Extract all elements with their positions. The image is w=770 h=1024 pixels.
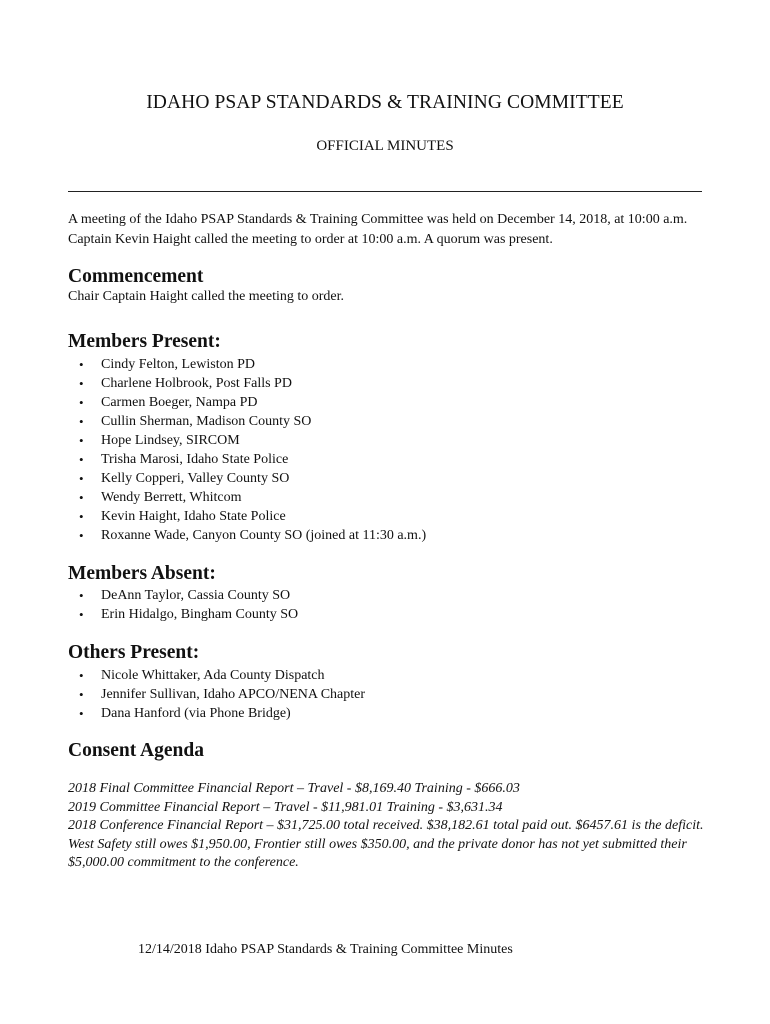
members-absent-list [68, 586, 298, 624]
list-item: • Wendy Berrett, Whitcom [68, 488, 426, 507]
commencement-text: Chair Captain Haight called the meeting to order. [68, 289, 345, 304]
list-item: • Charlene Holbrook, Post Falls PD [68, 374, 426, 393]
list-item: • Jennifer Sullivan, Idaho APCO/NENA Chapter [68, 685, 365, 704]
list-item: • DeAnn Taylor, Cassia County SO [68, 586, 298, 605]
divider-rule [68, 191, 702, 192]
list-item: • Nicole Whittaker, Ada County Dispatch [68, 666, 365, 685]
document-subtitle: OFFICIAL MINUTES [316, 138, 454, 154]
document-title: IDAHO PSAP STANDARDS & TRAINING COMMITTEE [146, 92, 624, 113]
page-footer: 12/14/2018 Idaho PSAP Standards & Training Committee Minutes [138, 942, 513, 957]
list-item: • Trisha Marosi, Idaho State Police [68, 450, 426, 469]
list-item: • Hope Lindsey, SIRCOM [68, 431, 426, 450]
others-present-list [68, 666, 365, 723]
list-item: • Cullin Sherman, Madison County SO [68, 412, 426, 431]
list-item: • Carmen Boeger, Nampa PD [68, 393, 426, 412]
list-item: • Erin Hidalgo, Bingham County SO [68, 605, 298, 624]
list-item: • Kelly Copperi, Valley County SO [68, 469, 426, 488]
members-present-list [68, 355, 426, 545]
consent-line: 2019 Committee Financial Report – Travel - $11,981.01 Training - $3,631.34 [68, 799, 503, 815]
others-present-heading: Others Present: [68, 642, 200, 663]
list-item: • Roxanne Wade, Canyon County SO (joined at 11:30 a.m.) [68, 526, 426, 545]
members-absent-heading: Members Absent: [68, 563, 216, 584]
commencement-heading: Commencement [68, 266, 204, 287]
consent-line: 2018 Conference Financial Report – $31,725.00 total received. $38,182.61 total paid out. $6457.61 is the deficit. West Safety still owes $1,950.00, Frontier still owes $350.00, and the private donor has not yet submitted their $5,000.00 commitment to the conference. [68, 818, 704, 870]
consent-agenda-body [68, 780, 708, 873]
members-present-heading: Members Present: [68, 331, 221, 352]
list-item: • Dana Hanford (via Phone Bridge) [68, 704, 365, 723]
list-item: • Cindy Felton, Lewiston PD [68, 355, 426, 374]
list-item: • Kevin Haight, Idaho State Police [68, 507, 426, 526]
intro-paragraph: A meeting of the Idaho PSAP Standards & Training Committee was held on December 14, 2018, at 10:00 a.m. Captain Kevin Haight called the meeting to order at 10:00 a.m. A quorum was present. [68, 212, 688, 247]
consent-line: 2018 Final Committee Financial Report – Travel - $8,169.40 Training - $666.03 [68, 781, 520, 796]
consent-agenda-heading: Consent Agenda [68, 740, 204, 761]
